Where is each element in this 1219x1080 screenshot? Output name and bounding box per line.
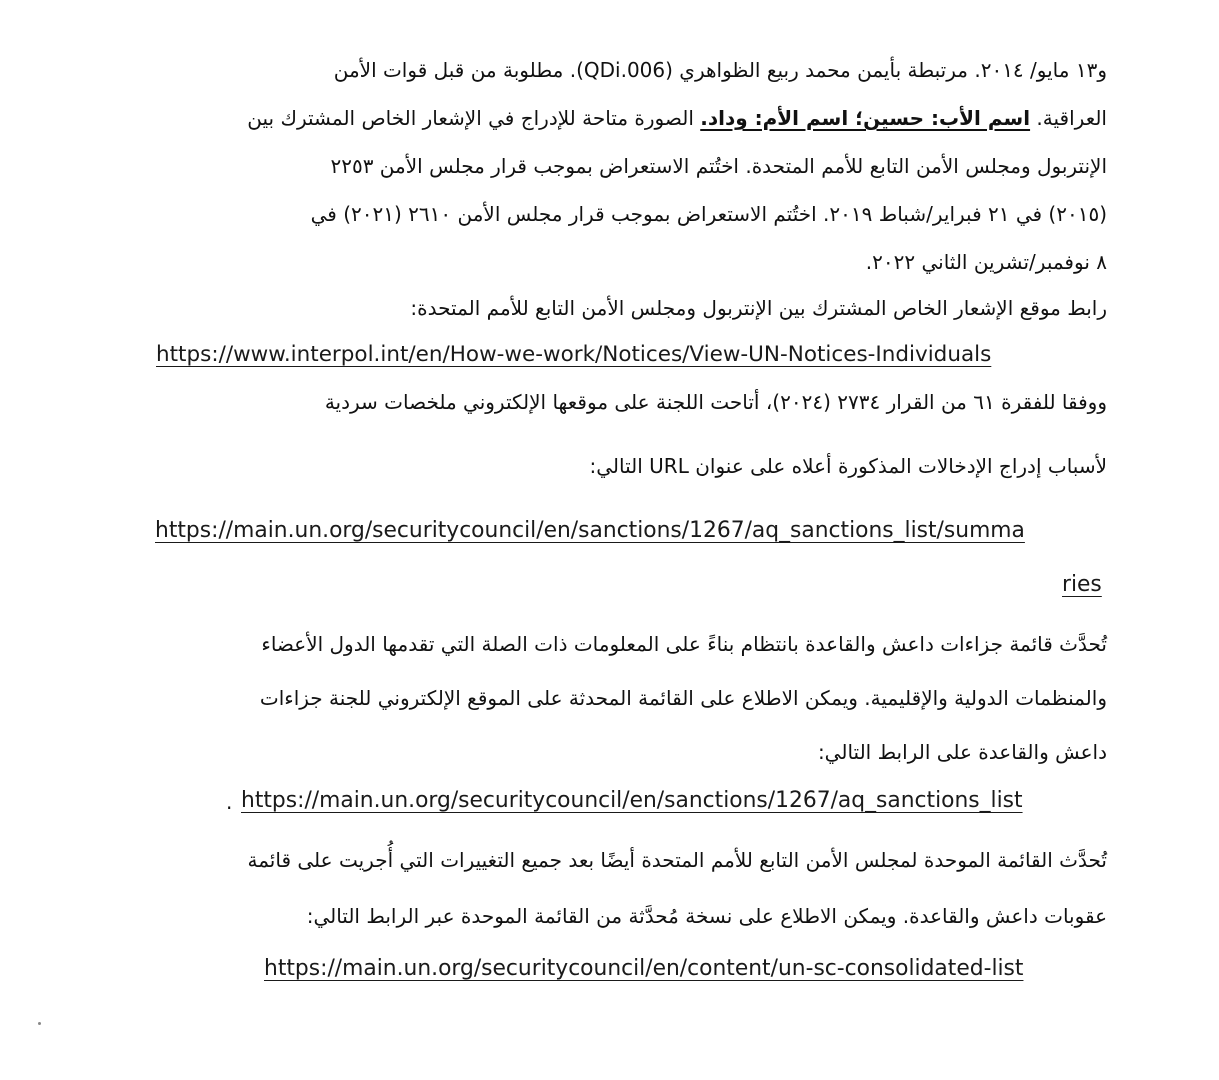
paragraph1-line2 xyxy=(247,104,1107,132)
update-line3: داعش والقاعدة على الرابط التالي: xyxy=(817,740,1107,764)
scan-speck xyxy=(38,1022,41,1025)
update-line1: تُحدَّث قائمة جزاءات داعش والقاعدة بانتظام بناءً على المعلومات ذات الصلة التي تقدمها الدول الأعضاء xyxy=(261,632,1107,656)
paragraph1-line4: (٢٠١٥) في ٢١ فبراير/شباط ٢٠١٩. اختُتم الاستعراض بموجب قرار مجلس الأمن ٢٦١٠ (٢٠٢١) في xyxy=(310,202,1107,226)
sanctions-list-url-link[interactable]: https://main.un.org/securitycouncil/en/sanctions/1267/aq_sanctions_list xyxy=(241,788,1023,813)
paragraph1-line1: و١٣ مايو/ ٢٠١٤. مرتبطة بأيمن محمد ربيع الظواهري (QDi.006). مطلوبة من قبل قوات الأمن xyxy=(333,58,1107,82)
paragraph1-line2-suffix: الصورة متاحة للإدراج في الإشعار الخاص المشترك بين xyxy=(247,106,694,130)
summaries-line2: لأسباب إدراج الإدخالات المذكورة أعلاه على عنوان URL التالي: xyxy=(589,454,1107,478)
consolidated-line1: تُحدَّث القائمة الموحدة لمجلس الأمن التابع للأمم المتحدة أيضًا بعد جميع التغييرات التي أُجريت على قائمة xyxy=(247,848,1107,872)
paragraph1-line3: الإنتربول ومجلس الأمن التابع للأمم المتحدة. اختُتم الاستعراض بموجب قرار مجلس الأمن ٢٢٥٣ xyxy=(330,154,1107,178)
parents-names: اسم الأب: حسين؛ اسم الأم: وداد. xyxy=(700,106,1031,130)
summaries-url-link[interactable]: https://main.un.org/securitycouncil/en/sanctions/1267/aq_sanctions_list/summa xyxy=(155,518,1025,543)
update-line2: والمنظمات الدولية والإقليمية. ويمكن الاطلاع على القائمة المحدثة على الموقع الإلكتروني للجنة جزاءات xyxy=(259,686,1107,710)
sanctions-list-url-period: . xyxy=(226,790,233,814)
interpol-url-link[interactable]: https://www.interpol.int/en/How-we-work/Notices/View-UN-Notices-Individuals xyxy=(156,342,992,367)
summaries-line1: ووفقا للفقرة ٦١ من القرار ٢٧٣٤ (٢٠٢٤)، أتاحت اللجنة على موقعها الإلكتروني ملخصات سردية xyxy=(324,390,1107,414)
consolidated-line2: عقوبات داعش والقاعدة. ويمكن الاطلاع على نسخة مُحدَّثة من القائمة الموحدة عبر الرابط التالي: xyxy=(306,904,1107,928)
paragraph1-line5: ٨ نوفمبر/تشرين الثاني ٢٠٢٢. xyxy=(865,250,1107,274)
consolidated-url-link[interactable]: https://main.un.org/securitycouncil/en/content/un-sc-consolidated-list xyxy=(264,956,1024,981)
interpol-label: رابط موقع الإشعار الخاص المشترك بين الإنتربول ومجلس الأمن التابع للأمم المتحدة: xyxy=(410,296,1107,320)
paragraph1-line2-prefix: العراقية. xyxy=(1036,106,1107,130)
summaries-url-link-continuation[interactable]: ries xyxy=(1062,572,1102,597)
